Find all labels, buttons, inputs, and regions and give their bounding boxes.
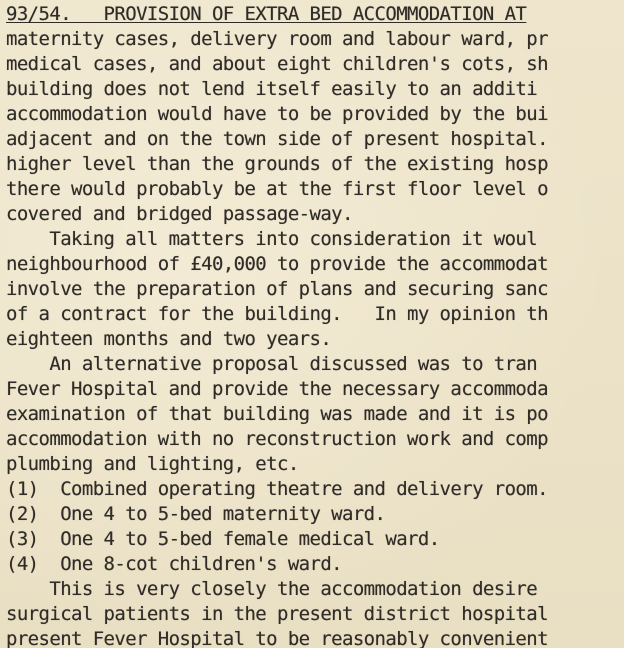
text-line: surgical patients in the present district hospital	[6, 603, 548, 625]
text-line: covered and bridged passage-way.	[6, 203, 353, 225]
paragraph-start-line: An alternative proposal discussed was to tran	[6, 353, 538, 375]
text-line: neighbourhood of £40,000 to provide the accommodat	[6, 253, 548, 275]
text-line: examination of that building was made and it is po	[6, 403, 548, 425]
paragraph-start-line: This is very closely the accommodation desire	[6, 578, 538, 600]
text-line: adjacent and on the town side of present hospital.	[6, 128, 548, 150]
text-line: Fever Hospital and provide the necessary accommoda	[6, 378, 548, 400]
text-line: of a contract for the building. In my opinion th	[6, 303, 548, 325]
text-line: accommodation would have to be provided by the bui	[6, 103, 548, 125]
text-line: accommodation with no reconstruction work and comp	[6, 428, 548, 450]
text-line: present Fever Hospital to be reasonably convenient	[6, 628, 548, 648]
paragraph-start-line: Taking all matters into consideration it woul	[6, 228, 538, 250]
text-line: eighteen months and two years.	[6, 328, 332, 350]
text-line: involve the preparation of plans and securing sanc	[6, 278, 548, 300]
text-line: medical cases, and about eight children's cots, sh	[6, 53, 548, 75]
list-item: (3) One 4 to 5-bed female medical ward.	[6, 528, 440, 550]
list-item: (2) One 4 to 5-bed maternity ward.	[6, 503, 386, 525]
document-heading-line: 93/54. PROVISION OF EXTRA BED ACCOMMODATION AT	[6, 3, 527, 25]
text-line: there would probably be at the first floor level o	[6, 178, 548, 200]
text-line: higher level than the grounds of the existing hosp	[6, 153, 548, 175]
list-item: (1) Combined operating theatre and delivery room.	[6, 478, 548, 500]
list-item: (4) One 8-cot children's ward.	[6, 553, 343, 575]
text-line: building does not lend itself easily to an additi	[6, 78, 538, 100]
text-line: maternity cases, delivery room and labour ward, pr	[6, 28, 548, 50]
text-line: plumbing and lighting, etc.	[6, 453, 299, 475]
